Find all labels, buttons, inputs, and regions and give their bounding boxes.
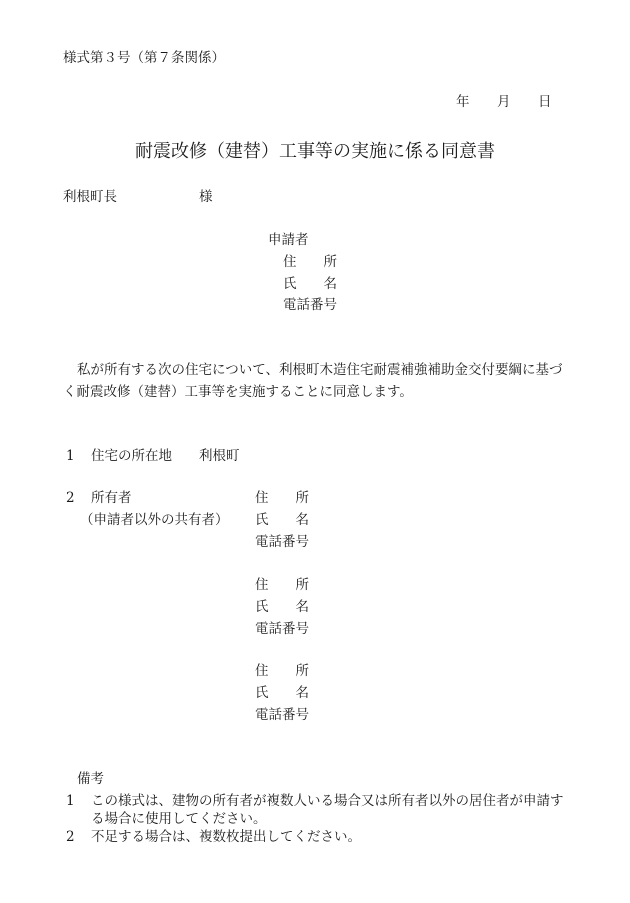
statement-line: 私が所有する次の住宅について、利根町木造住宅耐震補強補助金交付要綱に基づ	[77, 362, 563, 378]
applicant-heading: 申請者	[268, 232, 309, 248]
date-year-label: 年	[456, 94, 470, 110]
owner-phone-label: 電話番号	[255, 707, 309, 723]
statement-line: く耐震改修（建替）工事等を実施することに同意します。	[63, 384, 413, 400]
item-label: 所有者	[91, 490, 132, 506]
document-title: 耐震改修（建替）工事等の実施に係る同意書	[135, 141, 495, 162]
owner-name-label: 氏 名	[255, 685, 309, 701]
item-sublabel: （申請者以外の共有者）	[80, 512, 229, 528]
note-number: 1	[66, 793, 75, 809]
note-number: 2	[66, 829, 75, 845]
item-value: 利根町	[199, 448, 240, 464]
owner-address-label: 住 所	[255, 490, 309, 506]
applicant-phone-label: 電話番号	[283, 297, 337, 313]
notes-heading: 備考	[77, 771, 104, 787]
form-number: 様式第３号（第７条関係）	[63, 50, 225, 66]
owner-phone-label: 電話番号	[255, 534, 309, 550]
item-label: 住宅の所在地	[91, 448, 172, 464]
item-number: 1	[66, 448, 75, 464]
applicant-name-label: 氏 名	[283, 276, 337, 292]
owner-phone-label: 電話番号	[255, 621, 309, 637]
date-day-label: 日	[538, 94, 552, 110]
owner-name-label: 氏 名	[255, 599, 309, 615]
owner-address-label: 住 所	[255, 663, 309, 679]
note-line: る場合に使用してください。	[91, 811, 267, 827]
note-line: この様式は、建物の所有者が複数人いる場合又は所有者以外の居住者が申請す	[91, 793, 564, 809]
addressee-honorific: 様	[199, 189, 213, 205]
note-line: 不足する場合は、複数枚提出してください。	[91, 829, 361, 845]
addressee-name: 利根町長	[63, 189, 117, 205]
date-month-label: 月	[497, 94, 511, 110]
applicant-address-label: 住 所	[283, 254, 337, 270]
owner-address-label: 住 所	[255, 577, 309, 593]
item-number: 2	[66, 490, 75, 506]
owner-name-label: 氏 名	[255, 512, 309, 528]
